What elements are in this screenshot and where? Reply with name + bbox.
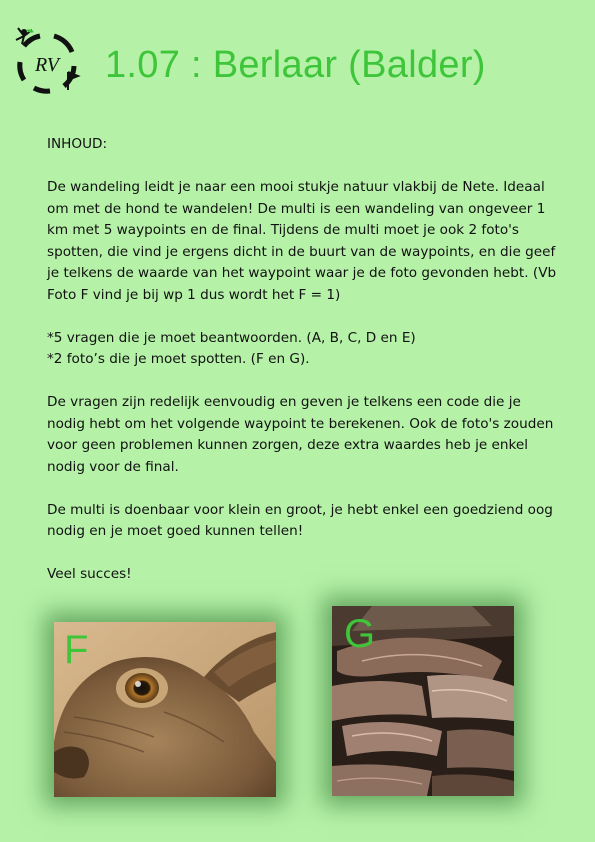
difficulty-paragraph: De multi is doenbaar voor klein en groot, je hebt enkel een goedziend oog nodig en je moet goed kunnen tellen! <box>47 501 553 539</box>
list-item: *5 vragen die je moet beantwoorden. (A, B, C, D en E) <box>47 329 416 346</box>
content-body <box>47 134 562 607</box>
section-heading: INHOUD: <box>47 136 108 152</box>
requirements-list <box>47 328 562 371</box>
page-title: 1.07 : Berlaar (Balder) <box>105 44 486 86</box>
rv-logo <box>12 26 82 94</box>
questions-paragraph: De vragen zijn redelijk eenvoudig en geven je telkens een code die je nodig hebt om het volgende waypoint te berekenen. Ook de foto's zouden voor geen problemen kunnen zorgen, deze extra waardes heb je enkel nodig voor de final. <box>47 394 554 475</box>
logo-text: RV <box>34 54 60 76</box>
photo-g-label: G <box>344 612 376 656</box>
photo-f-label: F <box>64 628 89 672</box>
intro-paragraph: De wandeling leidt je naar een mooi stukje natuur vlakbij de Nete. Ideaal om met de hond te wandelen! De multi is een wandeling van ongeveer 1 km met 5 waypoints en de final. Tijdens de multi moet je ook 2 foto's spotten, die vind je ergens dicht in de buurt van de waypoints, en die geef je telkens de waarde van het waypoint waar je de foto gevonden hebt. (Vb Foto F vind je bij wp 1 dus wordt het F = 1) <box>47 179 557 303</box>
photo-g-bark <box>332 606 514 796</box>
closing-text: Veel succes! <box>47 566 132 582</box>
photo-f-hare <box>54 622 276 797</box>
list-item: *2 foto’s die je moet spotten. (F en G). <box>47 351 310 367</box>
